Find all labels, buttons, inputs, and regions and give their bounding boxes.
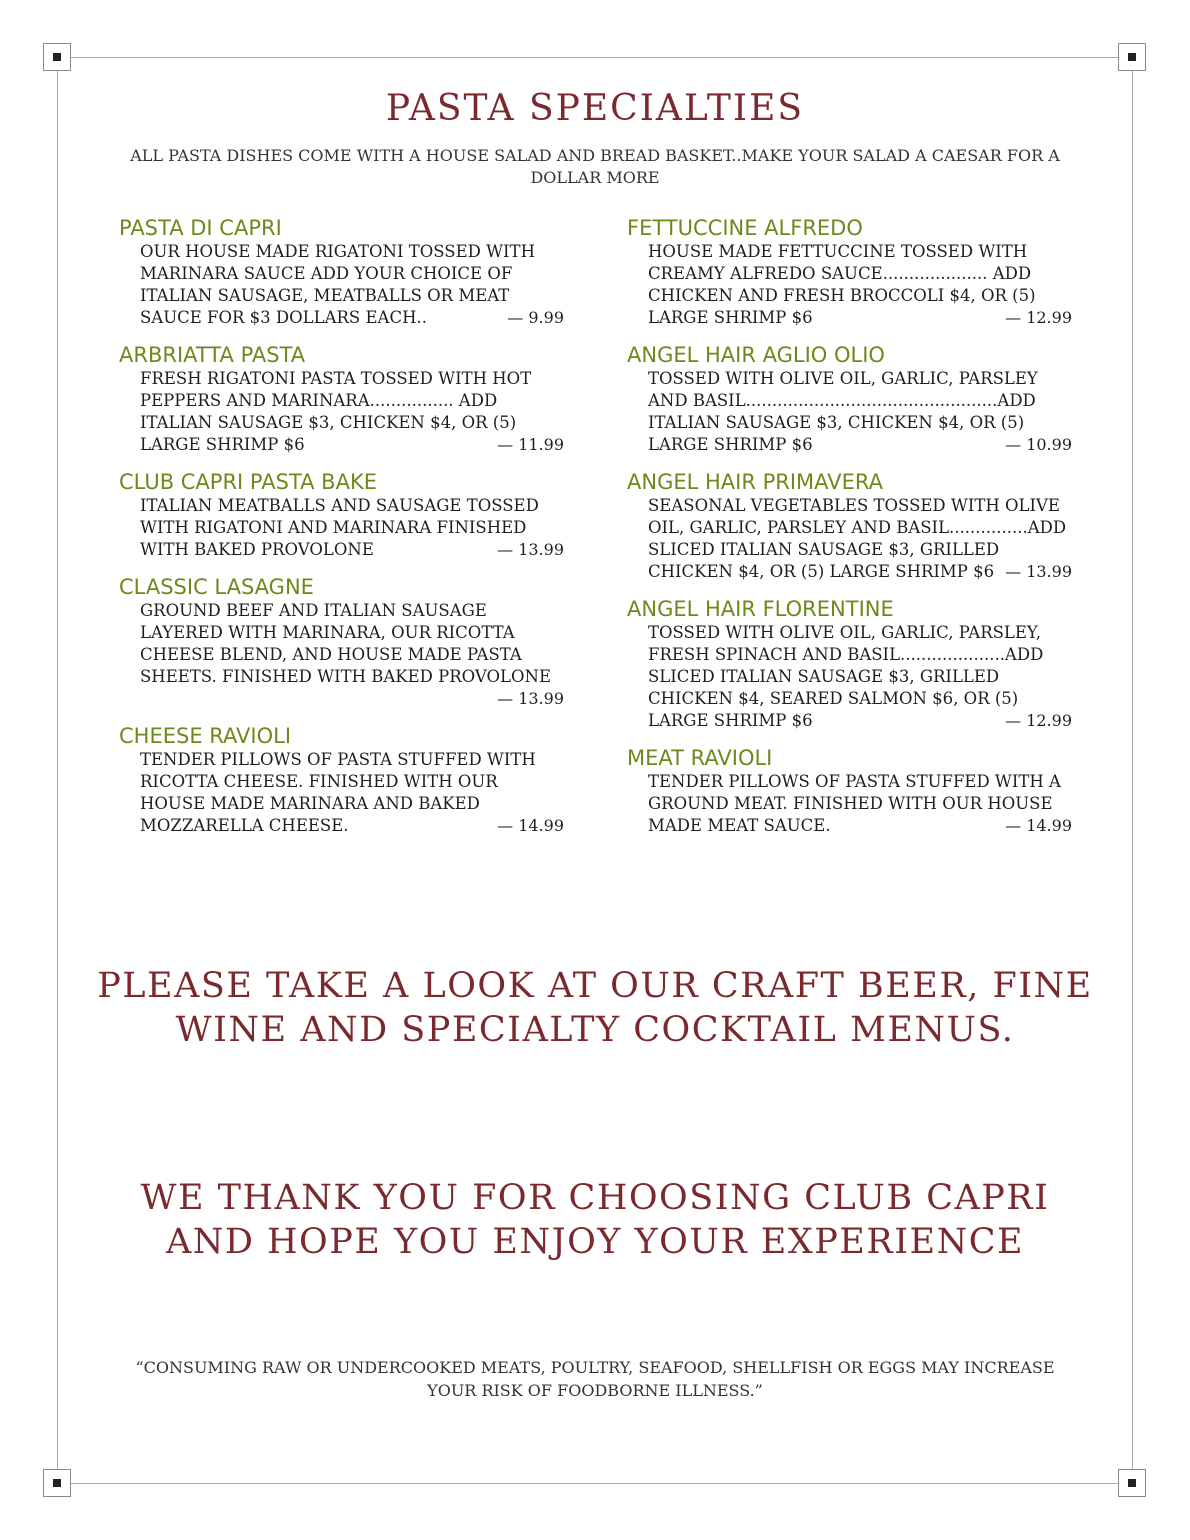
- corner-ornament-top-left: [43, 43, 71, 71]
- corner-ornament-top-right: [1118, 43, 1146, 71]
- menu-item-name: CHEESE RAVIOLI: [119, 724, 292, 748]
- menu-item-price: — 13.99: [1005, 562, 1072, 581]
- menu-item: [627, 342, 1072, 456]
- menu-item-body: [627, 771, 1072, 837]
- page-title: PASTA SPECIALTIES: [385, 88, 805, 129]
- menu-item-description: TOSSED WITH OLIVE OIL, GARLIC, PARSLEY, FRESH SPINACH AND BASIL....................ADD SLICED ITALIAN SAUSAGE $3, GRILLED CHICKEN $4, SEARED SALMON $6, OR (5) LARGE SHRIMP $6: [648, 623, 1044, 730]
- menu-item-name: CLUB CAPRI PASTA BAKE: [119, 470, 377, 494]
- menu-column-left: [119, 215, 564, 850]
- menu-item-name: CLASSIC LASAGNE: [119, 575, 314, 599]
- menu-item: [119, 574, 564, 710]
- menu-item-name: MEAT RAVIOLI: [627, 746, 773, 770]
- food-safety-disclaimer: “CONSUMING RAW OR UNDERCOOKED MEATS, POULTRY, SEAFOOD, SHELLFISH OR EGGS MAY INCREASE YOUR RISK OF FOODBORNE ILLNESS.”: [135, 1358, 1055, 1400]
- menu-item-name: ARBRIATTA PASTA: [119, 343, 306, 367]
- frame-right-border: [1132, 58, 1133, 1483]
- menu-item-body: [119, 600, 564, 710]
- thank-you-message: WE THANK YOU FOR CHOOSING CLUB CAPRI AND HOPE YOU ENJOY YOUR EXPERIENCE: [140, 1178, 1050, 1262]
- menu-item-price: — 13.99: [497, 540, 564, 559]
- menu-item-body: [627, 622, 1072, 732]
- menu-item-body: [119, 241, 564, 329]
- frame-top-border: [58, 57, 1132, 58]
- menu-item-description: TOSSED WITH OLIVE OIL, GARLIC, PARSLEY AND BASIL................................................ADD ITALIAN SAUSAGE $3, CHICKEN $4, OR (5) LARGE SHRIMP $6: [648, 369, 1038, 454]
- menu-item-body: [627, 241, 1072, 329]
- menu-item-body: [119, 749, 564, 837]
- drinks-menu-message: PLEASE TAKE A LOOK AT OUR CRAFT BEER, FINE WINE AND SPECIALTY COCKTAIL MENUS.: [97, 966, 1093, 1050]
- frame-left-border: [57, 58, 58, 1483]
- menu-item-price: — 10.99: [1005, 435, 1072, 454]
- menu-item-price: — 12.99: [1005, 711, 1072, 730]
- menu-item-name: ANGEL HAIR PRIMAVERA: [627, 470, 883, 494]
- menu-item-description: HOUSE MADE FETTUCCINE TOSSED WITH CREAMY ALFREDO SAUCE.................... ADD CHICKEN AND FRESH BROCCOLI $4, OR (5) LARGE SHRIMP $6: [648, 242, 1036, 327]
- menu-item-body: [119, 495, 564, 561]
- menu-item: [119, 723, 564, 837]
- menu-item-name: FETTUCCINE ALFREDO: [627, 216, 863, 240]
- menu-item-description: ITALIAN MEATBALLS AND SAUSAGE TOSSED WITH RIGATONI AND MARINARA FINISHED WITH BAKED PROVOLONE: [140, 496, 539, 559]
- menu-item-price: — 14.99: [1005, 816, 1072, 835]
- menu-item-price: — 11.99: [497, 435, 564, 454]
- menu-item-description: TENDER PILLOWS OF PASTA STUFFED WITH A GROUND MEAT. FINISHED WITH OUR HOUSE MADE MEAT SAUCE.: [648, 772, 1061, 835]
- menu-item-body: [119, 368, 564, 456]
- menu-item-description: OUR HOUSE MADE RIGATONI TOSSED WITH MARINARA SAUCE ADD YOUR CHOICE OF ITALIAN SAUSAGE, MEATBALLS OR MEAT SAUCE FOR $3 DOLLARS EACH..: [140, 242, 535, 327]
- menu-item-description: SEASONAL VEGETABLES TOSSED WITH OLIVE OIL, GARLIC, PARSLEY AND BASIL...............ADD SLICED ITALIAN SAUSAGE $3, GRILLED CHICKEN $4, OR (5) LARGE SHRIMP $6: [648, 496, 1067, 581]
- menu-item-price: — 12.99: [1005, 308, 1072, 327]
- menu-item: [119, 469, 564, 561]
- menu-item-name: PASTA DI CAPRI: [119, 216, 282, 240]
- page-subtitle: ALL PASTA DISHES COME WITH A HOUSE SALAD AND BREAD BASKET..MAKE YOUR SALAD A CAESAR FOR A DOLLAR MORE: [130, 146, 1060, 187]
- frame-bottom-border: [58, 1483, 1132, 1484]
- menu-item-name: ANGEL HAIR AGLIO OLIO: [627, 343, 885, 367]
- menu-item-name: ANGEL HAIR FLORENTINE: [627, 597, 894, 621]
- menu-item-description: TENDER PILLOWS OF PASTA STUFFED WITH RICOTTA CHEESE. FINISHED WITH OUR HOUSE MADE MARINARA AND BAKED MOZZARELLA CHEESE.: [140, 750, 536, 835]
- menu-item: [627, 596, 1072, 732]
- menu-item-price: — 14.99: [497, 816, 564, 835]
- menu-item-description: GROUND BEEF AND ITALIAN SAUSAGE LAYERED WITH MARINARA, OUR RICOTTA CHEESE BLEND, AND HOUSE MADE PASTA SHEETS. FINISHED WITH BAKED PROVOLONE: [140, 601, 552, 686]
- menu-item: [119, 342, 564, 456]
- menu-item-price: — 13.99: [497, 689, 564, 708]
- menu-column-right: [627, 215, 1072, 850]
- menu-item-description: FRESH RIGATONI PASTA TOSSED WITH HOT PEPPERS AND MARINARA................ ADD ITALIAN SAUSAGE $3, CHICKEN $4, OR (5) LARGE SHRIMP $6: [140, 369, 532, 454]
- menu-item-body: [627, 368, 1072, 456]
- menu-item: [627, 215, 1072, 329]
- menu-item: [627, 745, 1072, 837]
- menu-item: [627, 469, 1072, 583]
- menu-item: [119, 215, 564, 329]
- corner-ornament-bottom-left: [43, 1469, 71, 1497]
- menu-item-price: — 9.99: [507, 308, 564, 327]
- menu-item-body: [627, 495, 1072, 583]
- corner-ornament-bottom-right: [1118, 1469, 1146, 1497]
